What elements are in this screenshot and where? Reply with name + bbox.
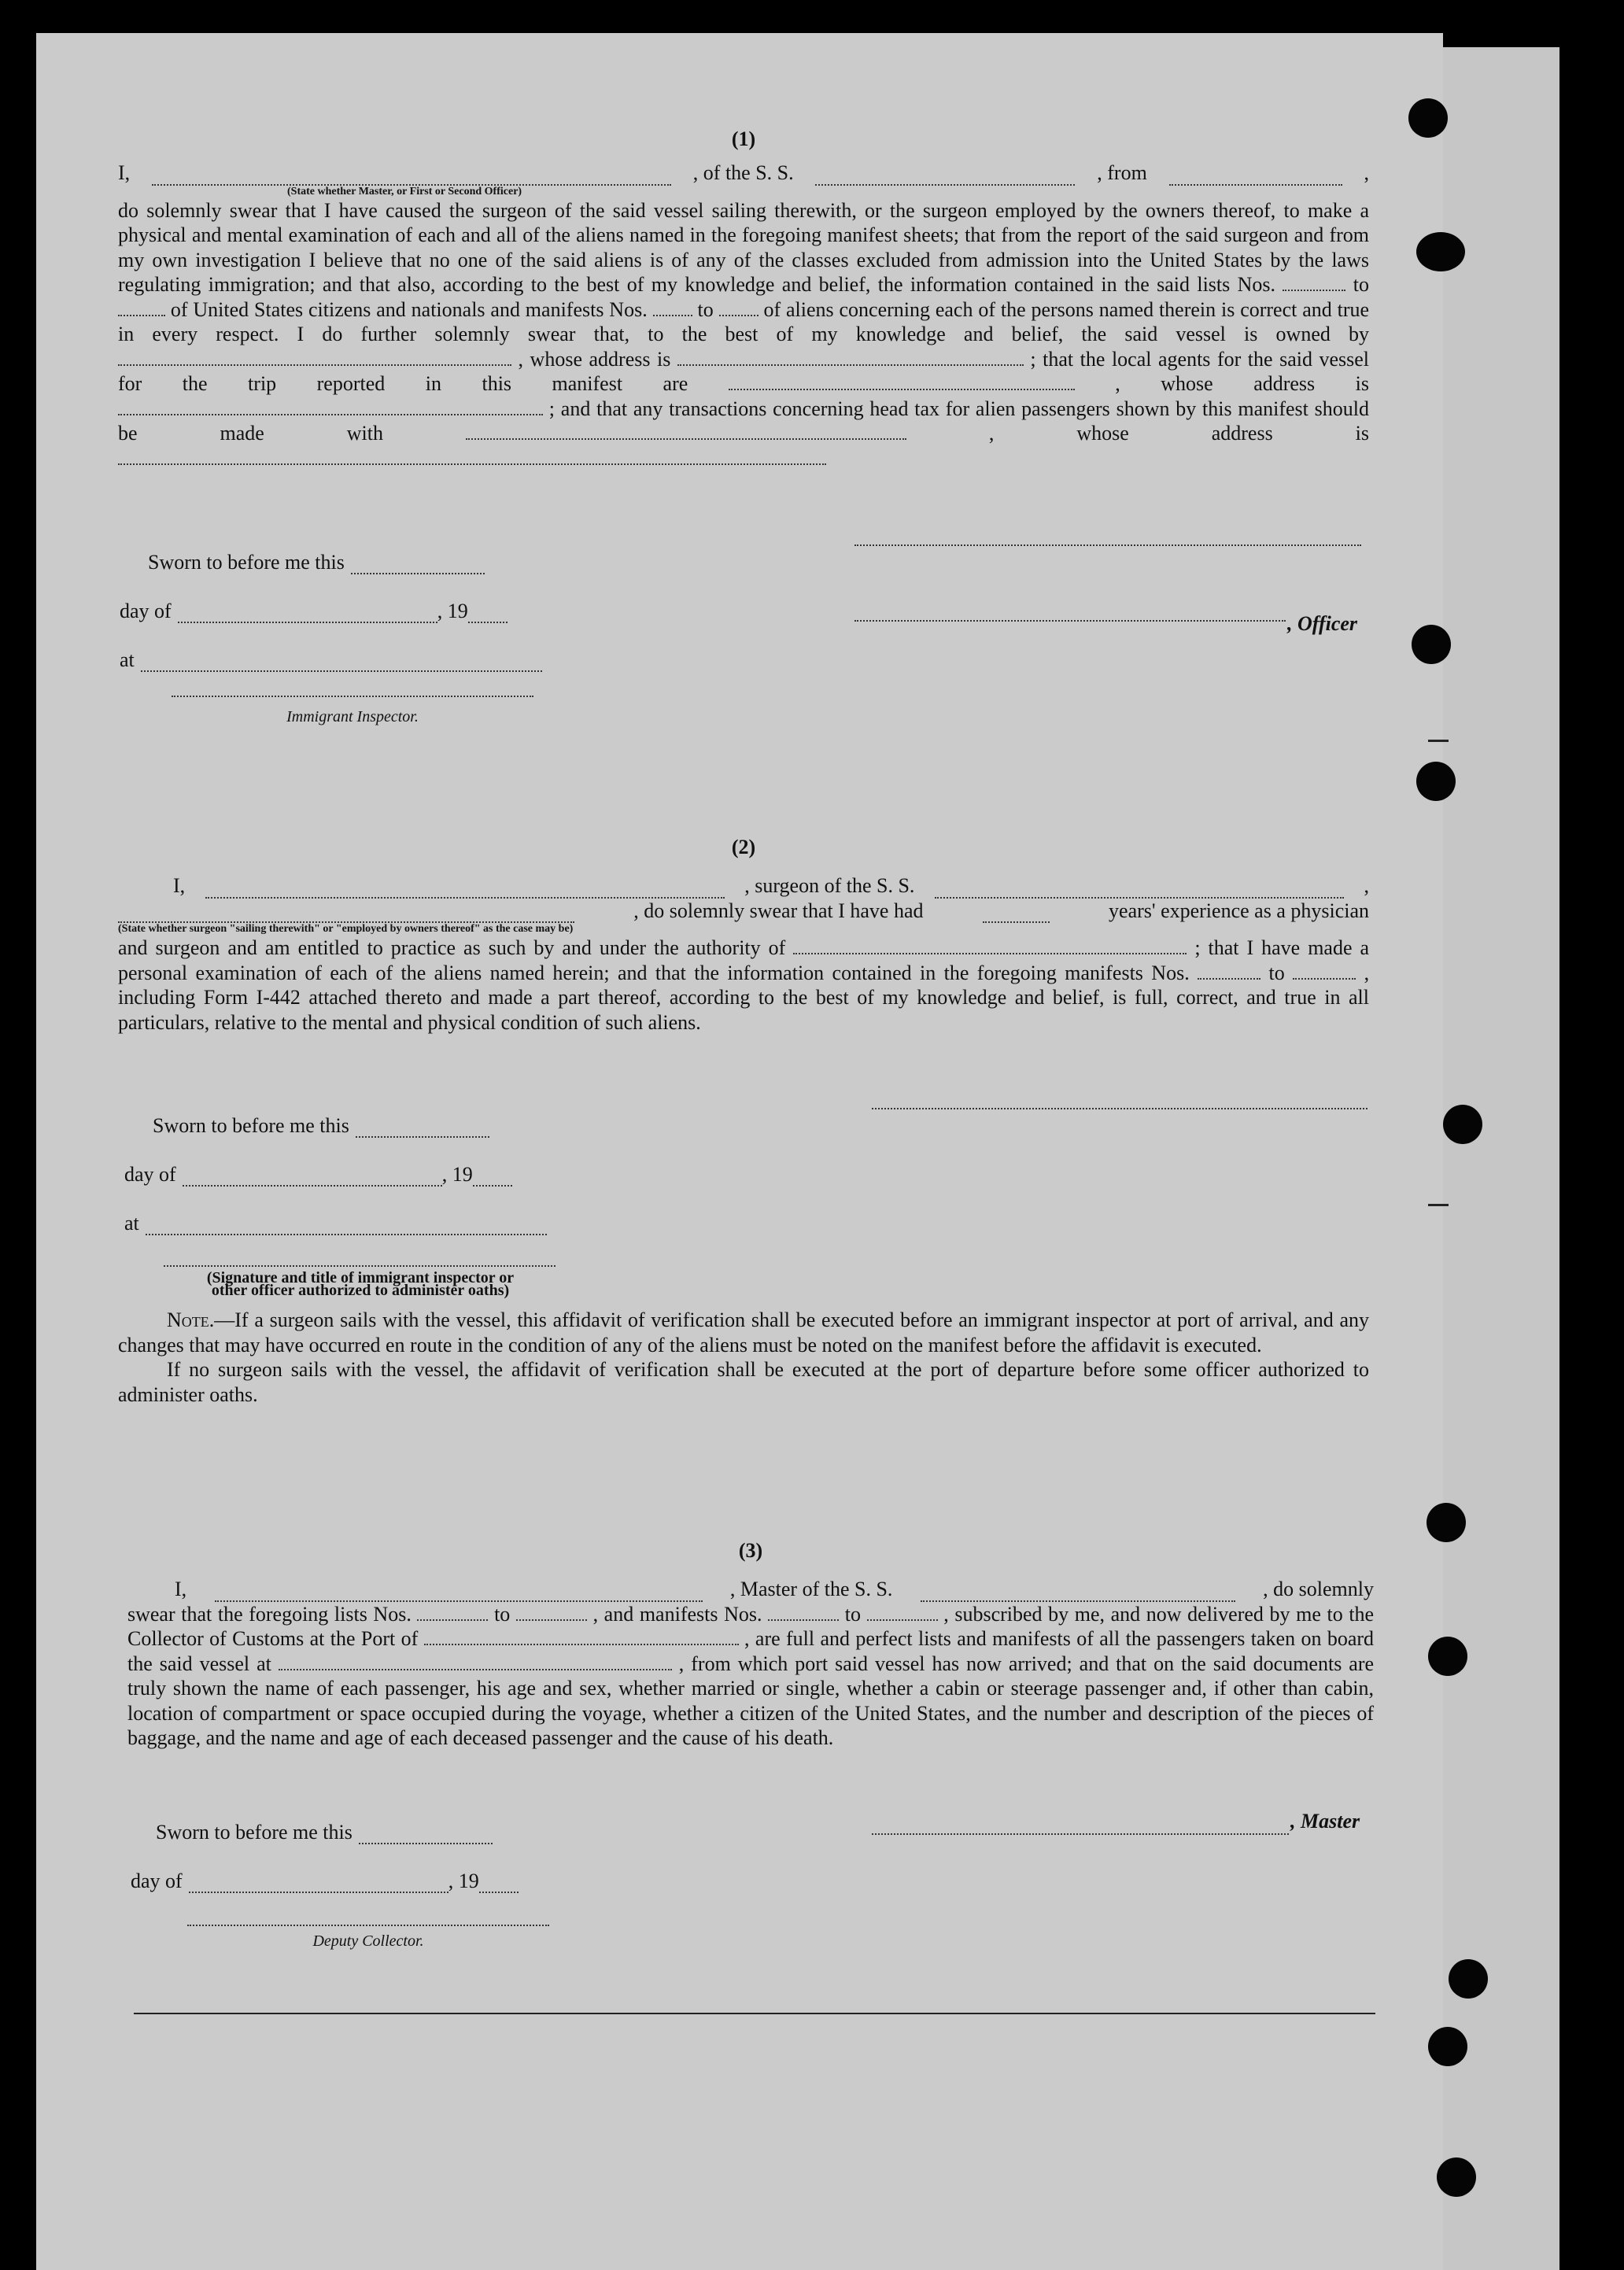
body-text: , including Form I-442 attached thereto and made a part thereof, according to the best of my knowledge and belief, is full, correct, and true in all particulars, relative to the mental and physical condition of such aliens. — [118, 961, 1370, 1034]
sworn-date-field[interactable] — [356, 1120, 489, 1138]
local-agents-field[interactable] — [729, 373, 1075, 390]
manifests-to-field[interactable] — [1293, 962, 1356, 980]
officer-line — [118, 161, 1369, 186]
day-of-label: day of — [131, 1870, 183, 1892]
manifests-to-field[interactable] — [867, 1604, 938, 1621]
note-text-2: If no surgeon sails with the vessel, the affidavit of verification shall be executed at the port of departure before some officer authorized to administer oaths. — [118, 1358, 1369, 1406]
body-text: ; that I have made a personal examination of each of the aliens named herein; and that the information contained in the foregoing manifests Nos. — [118, 936, 1370, 984]
affidavit-body-1 — [118, 198, 1369, 471]
surgeon-status-line — [118, 899, 1369, 924]
affidavit-section-1 — [118, 127, 1369, 471]
lists-to-field[interactable] — [118, 299, 165, 316]
month-field[interactable] — [189, 1876, 448, 1893]
month-field[interactable] — [183, 1169, 442, 1187]
year-field[interactable] — [473, 1169, 512, 1187]
affidavit-section-3 — [127, 1539, 1374, 1751]
signature-line[interactable] — [854, 544, 1361, 546]
body-text: to — [697, 297, 714, 321]
bottom-rule — [134, 2013, 1375, 2014]
immigrant-inspector-caption: Immigrant Inspector. — [286, 708, 419, 725]
officer-rank-note: (State whether Master, or First or Second Officer) — [287, 185, 522, 197]
officer-signature-line[interactable] — [854, 620, 1286, 622]
pronoun: I, — [175, 1578, 187, 1600]
manifests-from-field[interactable] — [768, 1604, 839, 1621]
master-name-field[interactable] — [215, 1585, 703, 1602]
comma: , — [1364, 874, 1369, 897]
lists-to-field[interactable] — [516, 1604, 587, 1621]
master-label: , Master — [1290, 1810, 1360, 1833]
surgeon-of-ss-label: , surgeon of the S. S. — [744, 874, 915, 897]
inspector-signature-caption: (Signature and title of immigrant inspector or other officer authorized to administer oaths) — [206, 1269, 515, 1299]
year-prefix: , 19 — [448, 1870, 479, 1892]
punch-hole-4 — [1416, 762, 1456, 801]
day-of-label: day of — [120, 600, 172, 622]
head-tax-agent-field[interactable] — [466, 423, 906, 440]
surgeon-status-note: (State whether surgeon "sailing therewith" or "employed by owners thereof" as the case may be) — [118, 923, 574, 935]
comma: , — [1364, 161, 1369, 184]
surgeon-name-field[interactable] — [205, 881, 725, 899]
body-text: of United States citizens and nationals and manifests Nos. — [170, 297, 648, 321]
body-text: ; that the local agents for the said vessel for the trip reported in this manifest are — [118, 347, 1370, 395]
lists-from-field[interactable] — [1283, 274, 1345, 291]
at-label: at — [124, 1212, 139, 1235]
signature-line[interactable] — [872, 1108, 1367, 1109]
year-prefix: , 19 — [441, 1163, 473, 1186]
place-field[interactable] — [146, 1218, 547, 1235]
punch-hole-1 — [1408, 98, 1448, 138]
owner-field[interactable] — [118, 349, 511, 366]
body-text: swear that the foregoing lists Nos. — [127, 1602, 412, 1626]
jurat-block-2 — [124, 1089, 547, 1235]
affidavit-body-2 — [118, 936, 1369, 1035]
master-of-ss-label: , Master of the S. S. — [729, 1578, 893, 1600]
jurat-block-3 — [131, 1796, 519, 1893]
place-field[interactable] — [141, 655, 542, 672]
vessel-name-field[interactable] — [921, 1585, 1235, 1602]
body-text: to — [844, 1602, 861, 1626]
deputy-collector-caption: Deputy Collector. — [312, 1932, 424, 1950]
head-tax-address-field[interactable] — [118, 448, 826, 465]
body-text: , whose address is — [518, 347, 671, 371]
master-line — [127, 1577, 1374, 1602]
note-paragraph — [118, 1308, 1369, 1407]
departure-port-field[interactable] — [1169, 168, 1342, 186]
section-number: (1) — [731, 127, 756, 150]
punch-hole-7 — [1428, 1637, 1467, 1676]
agents-address-field[interactable] — [118, 398, 543, 415]
body-text: to — [1268, 961, 1285, 984]
margin-tick-1 — [1428, 740, 1449, 742]
at-label: at — [120, 648, 135, 671]
affidavit-section-2 — [118, 836, 1369, 1035]
surgeon-line — [118, 873, 1369, 899]
deputy-collector-signature-line[interactable] — [187, 1925, 549, 1926]
body-text: , are full and perfect lists and manifests of all the passengers taken on board the said vessel at — [127, 1627, 1375, 1675]
manifests-from-field[interactable] — [653, 299, 692, 316]
body-text: do solemnly swear that I have caused the surgeon of the said vessel sailing therewith, or the surgeon employed by the owners thereof, to make a physical and mental examination of each and all of the aliens named in the foregoing manifest sheets; that from the report of the said surgeon and from my own investigation I believe that no one of the said aliens is of any of the classes excluded from admission into the United States by the laws regulating immigration; and that also, according to the best of my knowledge and belief, the information contained in the said lists Nos. — [118, 198, 1369, 296]
body-text: ; and that any transactions concerning head tax for alien passengers shown by this manifest should be made with — [118, 397, 1369, 445]
manifests-from-field[interactable] — [1198, 962, 1260, 980]
surgeon-status-field[interactable] — [118, 906, 574, 923]
arrival-port-field[interactable] — [424, 1628, 739, 1645]
body-text: , do solemnly swear that I have had — [633, 899, 924, 922]
of-ss-label: , of the S. S. — [692, 161, 794, 184]
sworn-date-field[interactable] — [359, 1827, 493, 1844]
margin-tick-2 — [1428, 1204, 1449, 1206]
body-text: , subscribed by me, and now delivered by me to the Collector of Customs at the Port of — [127, 1602, 1375, 1650]
body-text: to — [494, 1602, 511, 1626]
day-of-label: day of — [124, 1163, 176, 1186]
master-signature-line[interactable] — [872, 1833, 1289, 1835]
sworn-label: Sworn to before me this — [153, 1114, 349, 1137]
inspector-signature-line[interactable] — [172, 696, 533, 697]
sworn-label: Sworn to before me this — [148, 551, 345, 574]
punch-hole-8 — [1449, 1959, 1488, 1999]
pronoun: I, — [118, 161, 131, 184]
body-text: of aliens concerning each of the persons named therein is correct and true in every respect. I do further solemnly swear that, to the best of my knowledge and belief, the said vessel is owned by — [118, 297, 1370, 345]
owner-address-field[interactable] — [677, 349, 1024, 366]
officer-label: , Officer — [1287, 612, 1358, 635]
officer-name-field[interactable] — [152, 168, 671, 186]
years-experience-field[interactable] — [983, 906, 1050, 923]
body-text: years' experience as a physician — [1109, 899, 1369, 922]
punch-hole-2 — [1416, 232, 1465, 271]
pronoun: I, — [173, 874, 186, 897]
body-text: , and manifests Nos. — [592, 1602, 762, 1626]
punch-hole-6 — [1427, 1503, 1466, 1542]
manifests-to-field[interactable] — [719, 299, 758, 316]
affidavit-body-3 — [127, 1602, 1374, 1751]
punch-hole-3 — [1412, 625, 1451, 664]
section-number: (2) — [731, 836, 756, 858]
year-field[interactable] — [468, 606, 507, 623]
body-text: , whose address is — [988, 422, 1369, 445]
embarkation-port-field[interactable] — [279, 1653, 672, 1670]
month-field[interactable] — [178, 606, 437, 623]
body-text: , do solemnly — [1263, 1578, 1374, 1600]
body-text: to — [1353, 273, 1370, 296]
punch-hole-9 — [1428, 2027, 1467, 2066]
sworn-date-field[interactable] — [351, 557, 485, 574]
year-field[interactable] — [479, 1876, 519, 1893]
lists-from-field[interactable] — [417, 1604, 488, 1621]
punch-hole-10 — [1437, 2157, 1476, 2197]
practice-authority-field[interactable] — [793, 937, 1187, 954]
binding-margin — [1443, 47, 1559, 2270]
body-text: , whose address is — [1115, 372, 1369, 395]
note-label: Note. — [167, 1308, 215, 1331]
inspector-signature-line[interactable] — [164, 1265, 555, 1267]
note-text: —If a surgeon sails with the vessel, this affidavit of verification shall be executed before an immigrant inspector at port of arrival, and any changes that may have occurred en route in the condition of any of the aliens must be noted on the manifest before the affidavit is executed. — [118, 1308, 1369, 1356]
punch-hole-5 — [1443, 1105, 1482, 1144]
year-prefix: , 19 — [437, 600, 468, 622]
vessel-name-field[interactable] — [935, 881, 1344, 899]
sworn-label: Sworn to before me this — [156, 1821, 352, 1844]
body-text: , from which port said vessel has now arrived; and that on the said documents are truly shown the name of each passenger, his age and sex, whether married or single, whether a cabin or steerage passenger and, if other than cabin, location of compartment or space occupied during the voyage, whether a citizen of the United States, and the number and description of the pieces of baggage, and the name and age of each deceased passenger and the cause of his death. — [127, 1652, 1375, 1749]
vessel-name-field[interactable] — [815, 168, 1075, 186]
body-text: and surgeon and am entitled to practice as such by and under the authority of — [118, 936, 786, 959]
from-label: , from — [1097, 161, 1147, 184]
jurat-block-1 — [120, 526, 542, 672]
section-number: (3) — [738, 1539, 763, 1562]
